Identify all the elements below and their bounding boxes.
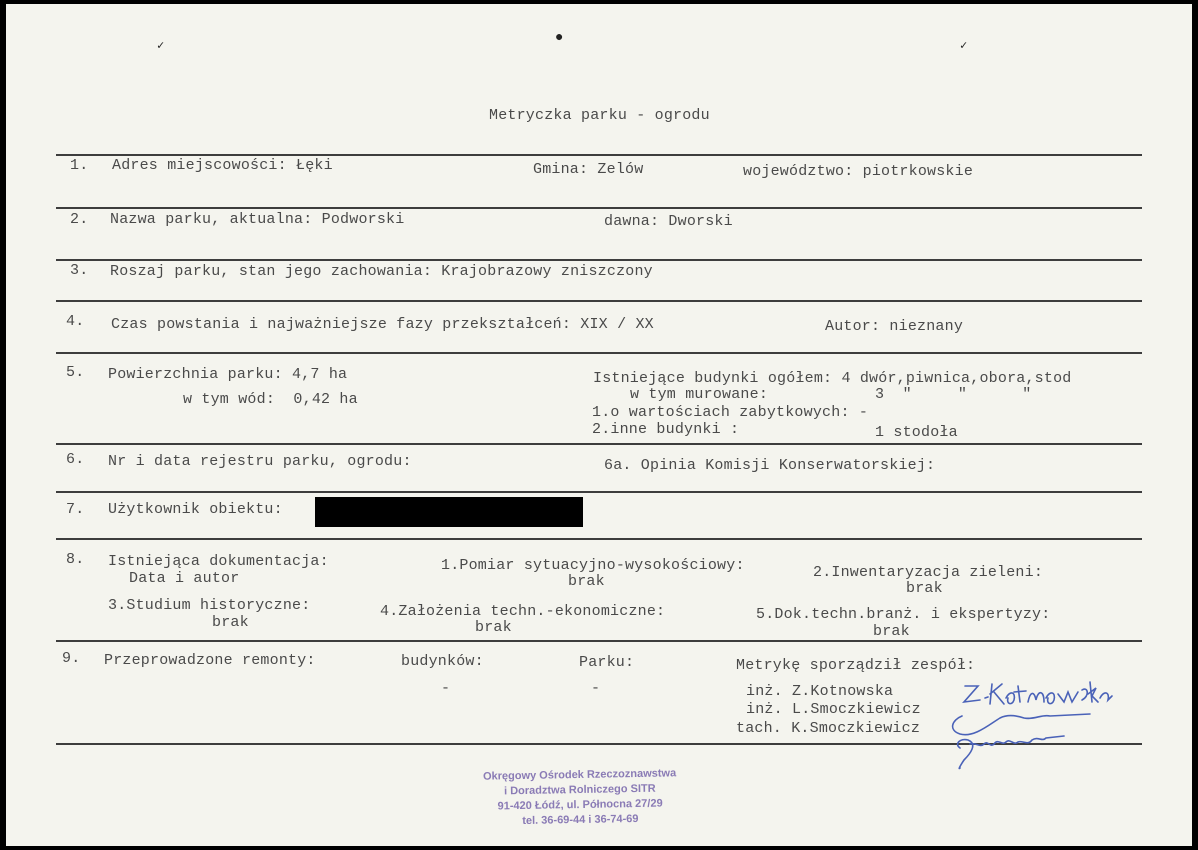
doc-history: 3.Studium historyczne: — [108, 597, 311, 614]
voivodeship-field: województwo: piotrkowskie — [743, 163, 974, 180]
row-number: 5. — [66, 364, 85, 381]
divider — [56, 207, 1142, 209]
team-label: Metrykę sporządził zespół: — [736, 657, 976, 674]
row-number: 8. — [66, 551, 85, 568]
documentation-sublabel: Data i autor — [129, 570, 240, 587]
park-type-field: Roszaj parku, stan jego zachowania: Krajobrazowy zniszczony — [110, 263, 653, 280]
stamp-line: 91-420 Łódź, ul. Północna 27/29 — [497, 797, 663, 813]
buildings-masonry-label: w tym murowane: — [630, 386, 769, 403]
doc-history-value: brak — [212, 614, 249, 631]
stamp-line: i Doradztwa Rolniczego SITR — [503, 782, 656, 798]
buildings-total: Istniejące budynki ogółem: 4 dwór,piwnica,obora,stod — [593, 370, 1072, 387]
renovations-buildings: budynków: — [401, 653, 484, 670]
history-field: Czas powstania i najważniejsze fazy przekształceń: XIX / XX — [111, 316, 654, 333]
row-number: 7. — [66, 501, 85, 518]
user-field: Użytkownik obiektu: — [108, 501, 283, 518]
documentation-label: Istniejąca dokumentacja: — [108, 553, 329, 570]
gmina-field: Gmina: Zelów — [533, 161, 644, 178]
doc-inventory: 2.Inwentaryzacja zieleni: — [813, 564, 1044, 581]
address-label: Adres miejscowości: Łęki — [112, 157, 333, 174]
doc-techno-value: brak — [475, 619, 512, 636]
divider — [56, 154, 1142, 156]
row-number: 6. — [66, 451, 85, 468]
punch-mark: ✓ — [157, 39, 165, 53]
institution-stamp — [469, 766, 690, 830]
doc-survey: 1.Pomiar sytuacyjno-wysokościowy: — [441, 557, 745, 574]
row-number: 4. — [66, 313, 85, 330]
register-field: Nr i data rejestru parku, ogrodu: — [108, 453, 412, 470]
renovations-park: Parku: — [579, 654, 635, 671]
renovations-buildings-value: - — [441, 680, 451, 697]
redaction-box — [315, 497, 583, 527]
doc-survey-value: brak — [568, 573, 605, 590]
opinion-field: 6a. Opinia Komisji Konserwatorskiej: — [604, 457, 936, 474]
team-member: inż. L.Smoczkiewicz — [746, 701, 921, 718]
doc-techno: 4.Założenia techn.-ekonomiczne: — [380, 603, 666, 620]
area-field: Powierzchnia parku: 4,7 ha — [108, 366, 348, 383]
former-name-field: dawna: Dworski — [604, 213, 733, 230]
punch-mark: ✓ — [960, 39, 968, 53]
buildings-other-label: 2.inne budynki : — [592, 421, 740, 438]
doc-inventory-value: brak — [906, 580, 943, 597]
team-member: tach. K.Smoczkiewicz — [736, 720, 921, 737]
divider — [56, 259, 1142, 261]
author-field: Autor: nieznany — [825, 318, 964, 335]
punch-mark: ● — [555, 30, 564, 46]
signature-image — [940, 676, 1140, 776]
water-area-field: w tym wód: 0,42 ha — [183, 391, 358, 408]
doc-branch-value: brak — [873, 623, 910, 640]
divider — [56, 538, 1142, 540]
buildings-historic: 1.o wartościach zabytkowych: - — [592, 404, 869, 421]
divider — [56, 443, 1142, 445]
divider — [56, 640, 1142, 642]
renovations-park-value: - — [591, 680, 601, 697]
stamp-line: tel. 36-69-44 i 36-74-69 — [522, 812, 639, 828]
team-member: inż. Z.Kotnowska — [746, 683, 894, 700]
row-number: 2. — [70, 211, 89, 228]
row-number: 1. — [70, 157, 89, 174]
buildings-masonry-value: 3 " " " — [875, 386, 1032, 403]
row-number: 3. — [70, 262, 89, 279]
divider — [56, 300, 1142, 302]
stamp-line: Okręgowy Ośrodek Rzeczoznawstwa — [482, 767, 677, 783]
document-title: Metryczka parku - ogrodu — [489, 107, 710, 124]
renovations-label: Przeprowadzone remonty: — [104, 652, 316, 669]
row-number: 9. — [62, 650, 81, 667]
buildings-other-value: 1 stodoła — [875, 424, 958, 441]
divider — [56, 491, 1142, 493]
doc-branch: 5.Dok.techn.branż. i ekspertyzy: — [756, 606, 1051, 623]
divider — [56, 352, 1142, 354]
park-name-field: Nazwa parku, aktualna: Podworski — [110, 211, 405, 228]
